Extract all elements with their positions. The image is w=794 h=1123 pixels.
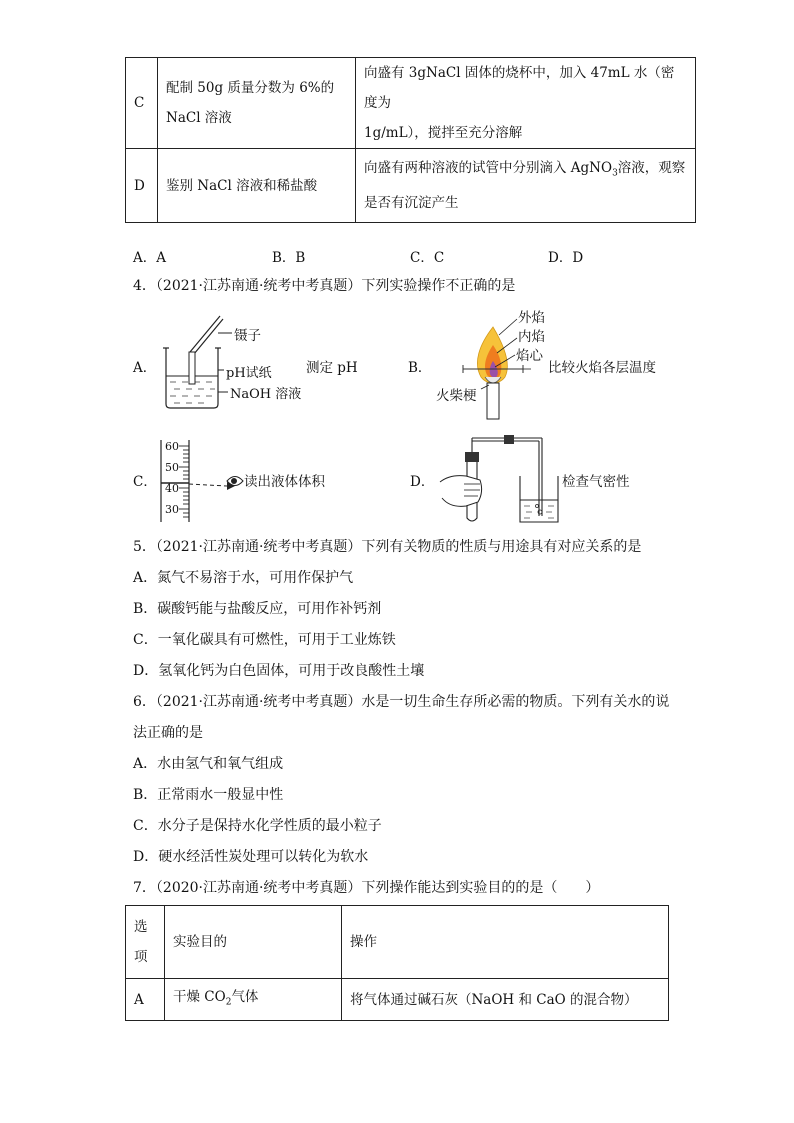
- q6-option-c: C．水分子是保持水化学性质的最小粒子: [133, 818, 382, 834]
- outer-flame-label: 外焰: [518, 310, 545, 326]
- header-text: 实验目的: [173, 934, 227, 950]
- option-b-caption: 比较火焰各层温度: [548, 360, 656, 376]
- purpose-text: 气体: [231, 988, 259, 1005]
- ph-paper-label: pH试纸: [226, 366, 272, 381]
- header-option: [126, 906, 165, 979]
- option-cell: [126, 58, 158, 149]
- subscript: 2: [225, 997, 232, 1008]
- option-label: D: [134, 177, 145, 194]
- choice-c: C．C: [410, 250, 445, 266]
- option-d-letter: D．: [410, 474, 435, 490]
- operation-text: 是否有沉淀产生: [364, 195, 459, 212]
- q5-option-c: C．一氧化碳具有可燃性，可用于工业炼铁: [133, 632, 396, 648]
- option-label: A: [134, 991, 144, 1008]
- purpose-text: NaCl 溶液: [166, 110, 232, 126]
- question-7-stem: 7．（2020·江苏南通·统考中考真题）下列操作能达到实验目的的是（ ）: [133, 880, 600, 896]
- header-text: 操作: [350, 934, 377, 950]
- option-d-caption: 检查气密性: [562, 474, 630, 490]
- choice-b: B．B: [272, 250, 306, 266]
- purpose-cell: [158, 58, 356, 149]
- question-5-stem: 5．（2021·江苏南通·统考中考真题）下列有关物质的性质与用途具有对应关系的是: [133, 539, 642, 555]
- subscript: 3: [612, 168, 618, 179]
- header-purpose: [165, 906, 342, 979]
- question-4-stem: 4．（2021·江苏南通·统考中考真题）下列实验操作不正确的是: [133, 278, 516, 294]
- option-b-letter: B．: [408, 360, 432, 376]
- header-text: 项: [134, 949, 148, 965]
- answer-table-continued: [125, 57, 696, 223]
- tweezers-label: 镊子: [234, 328, 261, 344]
- operation-text: [364, 153, 687, 189]
- option-c-letter: C．: [133, 474, 157, 490]
- eye-icon: [226, 473, 244, 489]
- inner-flame-label: 内焰: [518, 329, 545, 345]
- q6-option-a: A．水由氢气和氧气组成: [133, 756, 284, 772]
- choice-d: D．D: [548, 250, 584, 266]
- choice-a: A．A: [133, 250, 166, 266]
- question-6-stem-cont: 法正确的是: [133, 725, 203, 741]
- option-cell: [126, 149, 158, 223]
- airtightness-check-diagram: [436, 430, 560, 526]
- naoh-solution-label: NaOH 溶液: [230, 387, 302, 402]
- option-cell: [126, 979, 165, 1021]
- matchstick-label: 火柴梗: [436, 388, 477, 404]
- q5-option-d: D．氢氧化钙为白色固体，可用于改良酸性土壤: [133, 663, 425, 679]
- header-text: 选: [134, 919, 148, 935]
- tick-label: 50: [165, 461, 179, 474]
- purpose-cell: [158, 149, 356, 223]
- table-header-row: [126, 906, 669, 979]
- q5-option-a: A．氮气不易溶于水，可用作保护气: [133, 570, 354, 586]
- option-a-caption: 测定 pH: [306, 360, 358, 376]
- q7-table: [125, 905, 669, 1021]
- operation-cell: [342, 979, 669, 1021]
- header-operation: [342, 906, 669, 979]
- purpose-text: 配制 50g 质量分数为 6%的: [166, 80, 335, 96]
- option-label: C: [134, 95, 145, 111]
- tick-label: 40: [165, 482, 179, 495]
- operation-text-part: 向盛有两种溶液的试管中分别滴入 AgNO: [364, 159, 613, 176]
- tick-label: 30: [165, 503, 179, 516]
- table-row: [126, 149, 696, 223]
- table-row: [126, 979, 669, 1021]
- operation-text: 将气体通过碱石灰（NaOH 和 CaO 的混合物）: [350, 991, 638, 1008]
- option-a-letter: A．: [133, 360, 157, 376]
- flame-core-label: 焰心: [516, 348, 543, 364]
- q5-option-b: B．碳酸钙能与盐酸反应，可用作补钙剂: [133, 601, 382, 617]
- operation-text-part: 溶液，观察: [617, 159, 686, 176]
- purpose-text: 干燥 CO: [173, 988, 226, 1005]
- operation-cell: [356, 58, 696, 149]
- tick-label: 60: [165, 440, 179, 453]
- question-6-stem: 6．（2021·江苏南通·统考中考真题）水是一切生命生存所必需的物质。下列有关水的说: [133, 694, 670, 710]
- purpose-cell: [165, 979, 342, 1021]
- operation-cell: [356, 149, 696, 223]
- operation-text: 向盛有 3gNaCl 固体的烧杯中，加入 47mL 水（密度为: [364, 65, 675, 111]
- q6-option-b: B．正常雨水一般显中性: [133, 787, 284, 803]
- q6-option-d: D．硬水经活性炭处理可以转化为软水: [133, 849, 369, 865]
- purpose-text: 鉴别 NaCl 溶液和稀盐酸: [166, 177, 318, 194]
- table-row: [126, 58, 696, 149]
- option-c-caption: 读出液体体积: [244, 474, 325, 490]
- operation-text: 1g/mL），搅拌至充分溶解: [364, 125, 523, 141]
